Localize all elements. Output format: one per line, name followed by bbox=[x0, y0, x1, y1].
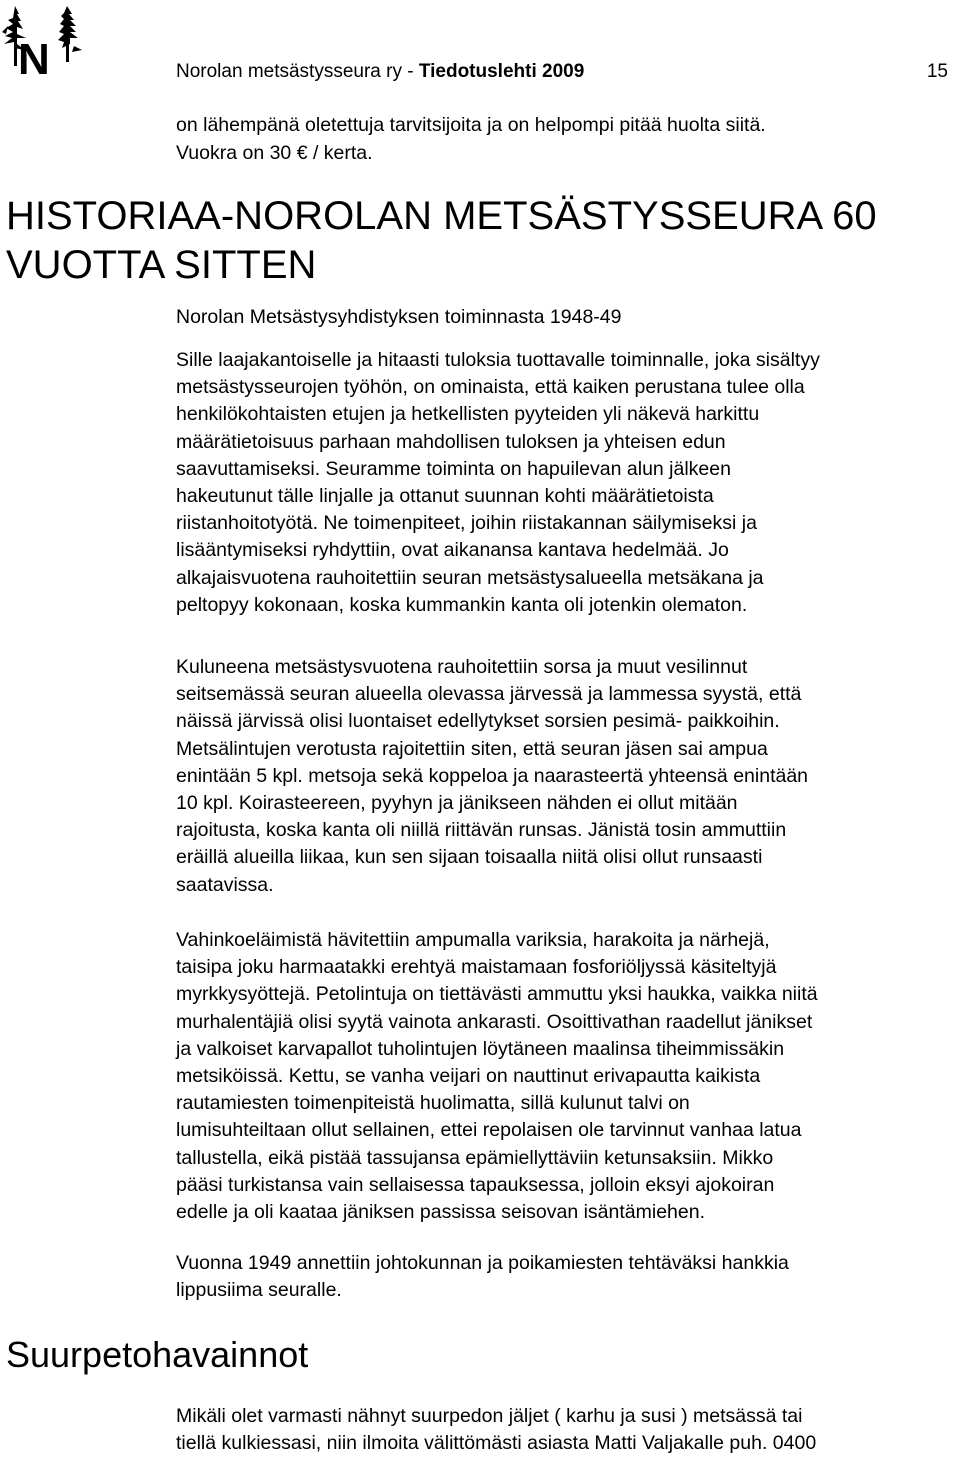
text-line: Metsälintujen verotusta rajoitettiin siten, että seuran jäsen sai ampua bbox=[176, 737, 768, 760]
text-line: riistanhoitotyötä. Ne toimenpiteet, joihin riistakannan säilymiseksi ja bbox=[176, 512, 757, 535]
paragraph-1 bbox=[176, 347, 954, 619]
text-line: tiellä kulkiessasi, niin ilmoita välittömästi asiasta Matti Valjakalle puh. 0400 bbox=[176, 1432, 817, 1455]
text-line: Vahinkoeläimistä hävitettiin ampumalla variksia, harakoita ja närhejä, bbox=[176, 929, 770, 951]
heading-line: HISTORIAA-NOROLAN METSÄSTYSSEURA 60 bbox=[6, 194, 877, 238]
text-line: rautamiesten toimenpiteistä huolimatta, sillä kulunut talvi on bbox=[176, 1092, 690, 1115]
paragraph-5 bbox=[176, 1403, 954, 1457]
text-line: lumisuhteiltaan ollut sellainen, ettei repolaisen ole tarvinnut vanhaa latua bbox=[176, 1119, 802, 1142]
text-line: rajoitusta, koska kanta oli niillä riittävän runsas. Jänistä tosin ammuttiin bbox=[176, 819, 787, 842]
text-line: tallustella, eikä pistää tassujansa epämiellyttäviin ketunsaksiin. Mikko bbox=[176, 1146, 774, 1169]
svg-text:N: N bbox=[18, 35, 50, 82]
text-line: henkilökohtaisten etujen ja hetkellisten pyyteiden yli näkevä harkittu bbox=[176, 403, 760, 426]
text-line: enintään 5 kpl. metsoja sekä koppeloa ja naarasteertä yhteensä enintään bbox=[176, 764, 809, 787]
text-line: Sille laajakantoiselle ja hitaasti tuloksia tuottavalle toiminnalle, joka sisältyy bbox=[176, 349, 820, 371]
tree-n-logo-icon bbox=[0, 4, 90, 82]
page-header bbox=[176, 58, 948, 86]
header-publication: Tiedotuslehti 2009 bbox=[418, 61, 585, 82]
text-line: saatavissa. bbox=[176, 873, 274, 896]
paragraph-3 bbox=[176, 927, 954, 1226]
text-line: on lähempänä oletettuja tarvitsijoita ja on helpompi pitää huolta siitä. bbox=[176, 114, 766, 136]
text-line: Vuonna 1949 annettiin johtokunnan ja poikamiesten tehtäväksi hankkia bbox=[176, 1252, 789, 1274]
text-line: murhalentäjiä olisi syytä vainota ankarasti. Osoittivathan raadellut jänikset bbox=[176, 1010, 813, 1033]
paragraph-4 bbox=[176, 1250, 954, 1304]
paragraph-2 bbox=[176, 654, 954, 899]
text-line: saavuttamiseksi. Seuramme toiminta on hapuilevan alun jälkeen bbox=[176, 457, 731, 480]
text-line: lippusiima seuralle. bbox=[176, 1279, 342, 1302]
text-line: hakeutunut tälle linjalle ja ottanut suunnan kohti määrätietoista bbox=[176, 485, 714, 508]
text-line: metsiköissä. Kettu, se vanha veijari on nauttinut erivapautta kaikista bbox=[176, 1065, 761, 1088]
text-line: seitsemässä seuran alueella olevassa järvessä ja lammessa syystä, että bbox=[176, 683, 802, 706]
text-line: Mikäli olet varmasti nähnyt suurpedon jäljet ( karhu ja susi ) metsässä tai bbox=[176, 1405, 803, 1427]
section-heading: Suurpetohavainnot bbox=[6, 1334, 309, 1375]
text-line: pääsi turkistansa vain sellaisessa tapauksessa, jolloin eksyi ajokoiran bbox=[176, 1173, 775, 1196]
text-line: peltopyy kokonaan, koska kummankin kanta oli jotenkin olematon. bbox=[176, 593, 748, 616]
page-number: 15 bbox=[926, 61, 948, 82]
article-subheading: Norolan Metsästysyhdistyksen toiminnasta 1948-49 bbox=[176, 306, 622, 328]
text-line: eräillä alueilla liikaa, kun sen sijaan toisaalla niitä olisi ollut runsaasti bbox=[176, 846, 763, 869]
logo bbox=[0, 4, 90, 82]
text-line: metsästysseurojen työhön, on ominaista, että kaiken perustana tulee olla bbox=[176, 376, 805, 399]
text-line: 10 kpl. Koirasteereen, pyyhyn ja jänikseen nähden ei ollut mitään bbox=[176, 792, 738, 815]
header-org: Norolan metsästysseura ry - bbox=[176, 61, 414, 82]
text-line: määrätietoisuus parhaan mahdollisen tuloksen ja yhteisen edun bbox=[176, 430, 726, 453]
text-line: näissä järvissä olisi luontaiset edellytykset sorsien pesimä- paikkoihin. bbox=[176, 710, 780, 733]
text-line: myrkkysyöttejä. Petolintuja on tiettävästi ammuttu yksi haukka, vaikka niitä bbox=[176, 983, 818, 1006]
intro-text bbox=[176, 112, 936, 167]
text-line: Vuokra on 30 € / kerta. bbox=[176, 141, 373, 164]
text-line: lisääntymiseksi ryhdyttiin, ovat aikanansa kantava hedelmää. Jo bbox=[176, 539, 729, 562]
text-line: ja valkoiset karvapallot tuholintujen löytäneen maalinsa tiheimmissäkin bbox=[176, 1037, 785, 1060]
text-line: taisipa joku harmaatakki erehtyä maistamaan fosforiöljyssä käsiteltyjä bbox=[176, 956, 777, 979]
text-line: Kuluneena metsästysvuotena rauhoitettiin sorsa ja muut vesilinnut bbox=[176, 656, 748, 678]
main-heading bbox=[6, 192, 886, 290]
text-line: edelle ja oli kaataa jäniksen passissa seisovan isäntämiehen. bbox=[176, 1201, 705, 1224]
text-line: alkajaisvuotena rauhoitettiin seuran metsästysalueella metsäkana ja bbox=[176, 566, 764, 589]
heading-line: VUOTTA SITTEN bbox=[6, 243, 317, 287]
